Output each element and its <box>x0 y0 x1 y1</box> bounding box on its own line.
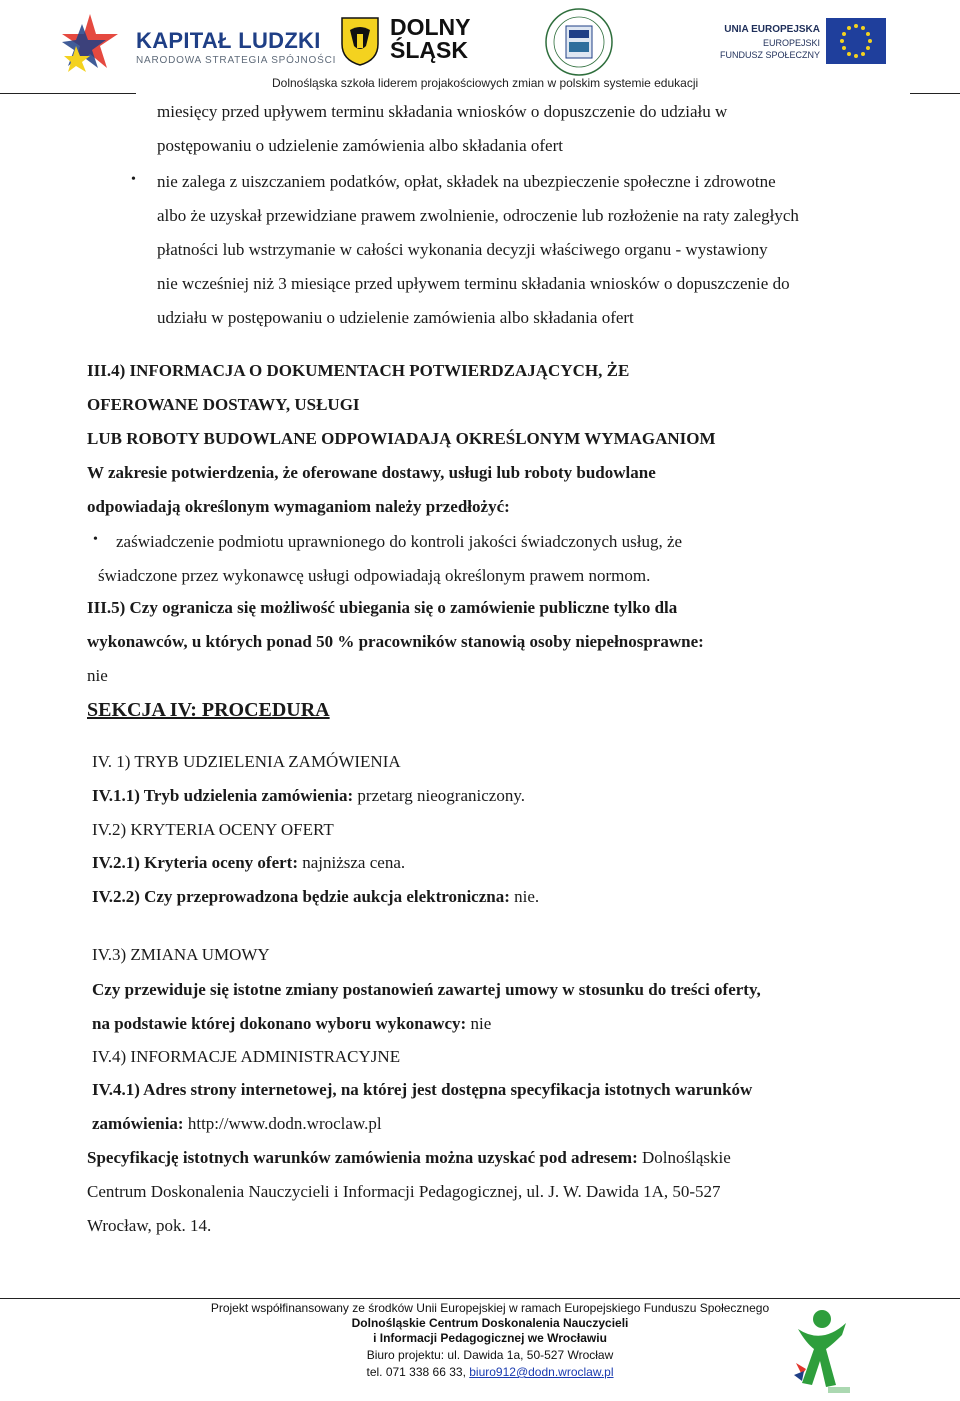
address-line: Centrum Doskonalenia Nauczycieli i Informacji Pedagogicznej, ul. J. W. Dawida 1A, 50-527 <box>87 1182 721 1201</box>
list-item-line: zaświadczenie podmiotu uprawnionego do kontroli jakości świadczonych usług, że <box>116 532 683 551</box>
header-divider-right <box>910 93 960 94</box>
footer-address: Biuro projektu: ul. Dawida 1a, 50-527 Wrocław <box>366 1348 614 1362</box>
section-heading: LUB ROBOTY BUDOWLANE ODPOWIADAJĄ OKREŚLONYM WYMAGANIOM <box>87 429 716 448</box>
subsection-heading: IV.2) KRYTERIA OCENY OFERT <box>92 820 334 839</box>
field-label: Czy przewiduje się istotne zmiany postanowień zawartej umowy w stosunku do treści oferty, <box>92 980 761 999</box>
kapital-ludzki-title: KAPITAŁ LUDZKI <box>136 28 321 53</box>
paragraph-line: postępowaniu o udzielenie zamówienia albo składania ofert <box>157 136 563 155</box>
section-text-bold: odpowiadają określonym wymaganiom należy przedłożyć: <box>87 497 510 516</box>
project-logo <box>792 1305 852 1395</box>
footer-phone: tel. 071 338 66 33, <box>366 1365 470 1379</box>
field-line <box>92 1114 382 1134</box>
field-label: na podstawie której dokonano wyboru wykonawcy: <box>92 1014 467 1033</box>
footer-org-name-2: i Informacji Pedagogicznej we Wrocławiu <box>373 1331 607 1345</box>
field-line <box>92 853 405 873</box>
field-label: IV.2.1) Kryteria oceny ofert: <box>92 853 298 872</box>
field-label: Specyfikację istotnych warunków zamówienia można uzyskać pod adresem: <box>87 1148 638 1167</box>
field-label: zamówienia: <box>92 1114 184 1133</box>
paragraph-line: miesięcy przed upływem terminu składania wniosków o dopuszczenie do udziału w <box>157 102 728 121</box>
dodn-logo <box>540 6 618 78</box>
subsection-heading: IV.4) INFORMACJE ADMINISTRACYJNE <box>92 1047 401 1066</box>
kapital-ludzki-logo <box>74 10 337 76</box>
eu-logo <box>700 18 870 68</box>
footer-funding-note: Projekt współfinansowany ze środków Unii Europejskiej w ramach Europejskiego Funduszu Społecznego <box>210 1301 770 1315</box>
section-heading: III.5) Czy ogranicza się możliwość ubiegania się o zamówienie publiczne tylko dla <box>87 598 678 617</box>
eu-flag-icon <box>826 18 886 64</box>
dolny-slask-line1: DOLNY <box>390 14 471 40</box>
field-line <box>87 1148 731 1168</box>
kapital-ludzki-star-icon <box>62 10 122 76</box>
field-line <box>92 786 525 806</box>
answer-text: nie <box>87 666 108 685</box>
section-title: SEKCJA IV: PROCEDURA <box>87 699 330 721</box>
field-line <box>92 1014 491 1034</box>
subsection-heading: IV.3) ZMIANA UMOWY <box>92 945 270 964</box>
section-heading: OFEROWANE DOSTAWY, USŁUGI <box>87 395 360 414</box>
list-item-line: albo że uzyskał przewidziane prawem zwolnienie, odroczenie lub rozłożenie na raty zaległych <box>157 206 799 225</box>
kapital-ludzki-subtitle: NARODOWA STRATEGIA SPÓJNOŚCI <box>136 55 337 66</box>
dolny-slask-text <box>390 16 471 62</box>
subsection-heading: IV. 1) TRYB UDZIELENIA ZAMÓWIENIA <box>92 752 401 771</box>
coat-of-arms-icon <box>340 16 380 66</box>
section-heading: III.4) INFORMACJA O DOKUMENTACH POTWIERDZAJĄCYCH, ŻE <box>87 361 630 380</box>
header-divider-left <box>0 93 136 94</box>
field-label: IV.1.1) Tryb udzielenia zamówienia: <box>92 786 354 805</box>
eu-subtitle-1: EUROPEJSKI <box>762 38 820 48</box>
page-header <box>0 0 960 95</box>
dolny-slask-logo <box>340 14 480 70</box>
section-text-bold: W zakresie potwierdzenia, że oferowane dostawy, usługi lub roboty budowlane <box>87 463 656 482</box>
field-label: IV.2.2) Czy przeprowadzona będzie aukcja elektroniczna: <box>92 887 510 906</box>
field-line <box>92 887 539 907</box>
dodn-badge-icon <box>540 6 618 78</box>
stick-figure-icon <box>792 1305 852 1395</box>
bullet-icon: • <box>131 172 136 187</box>
eu-title: UNIA EUROPEJSKA <box>724 24 820 35</box>
website-url: http://www.dodn.wroclaw.pl <box>183 1114 382 1133</box>
footer-divider <box>0 1298 960 1299</box>
field-value: najniższa cena. <box>297 853 406 872</box>
field-value: Dolnośląskie <box>637 1148 731 1167</box>
header-tagline: Dolnośląska szkoła liderem projakościowych zmian w polskim systemie edukacji <box>272 76 699 90</box>
field-value: przetarg nieograniczony. <box>353 786 525 805</box>
list-item-line: nie zalega z uiszczaniem podatków, opłat, składek na ubezpieczenie społeczne i zdrowotne <box>157 172 776 191</box>
footer-contact <box>190 1365 790 1379</box>
list-item-line: nie wcześniej niż 3 miesiące przed upływem terminu składania wniosków o dopuszczenie do <box>157 274 790 293</box>
eu-subtitle-2: FUNDUSZ SPOŁECZNY <box>719 50 820 60</box>
section-heading: wykonawców, u których ponad 50 % pracowników stanowią osoby niepełnosprawne: <box>87 632 704 651</box>
address-line: Wrocław, pok. 14. <box>87 1216 212 1235</box>
field-label: IV.4.1) Adres strony internetowej, na której jest dostępna specyfikacja istotnych warunków <box>92 1080 753 1099</box>
bullet-icon: • <box>93 532 98 547</box>
field-value: nie. <box>509 887 540 906</box>
list-item-line: płatności lub wstrzymanie w całości wykonania decyzji właściwego organu - wystawiony <box>157 240 768 259</box>
list-item-line: świadczone przez wykonawcę usługi odpowiadają określonym prawem normom. <box>98 566 651 585</box>
footer-email-link[interactable]: biuro912@dodn.wroclaw.pl <box>469 1365 614 1379</box>
list-item-line: udziału w postępowaniu o udzielenie zamówienia albo składania ofert <box>157 308 634 327</box>
dolny-slask-line2: ŚLĄSK <box>390 37 468 63</box>
footer-org-name: Dolnośląskie Centrum Doskonalenia Nauczycieli <box>351 1316 629 1330</box>
field-value: nie <box>466 1014 492 1033</box>
